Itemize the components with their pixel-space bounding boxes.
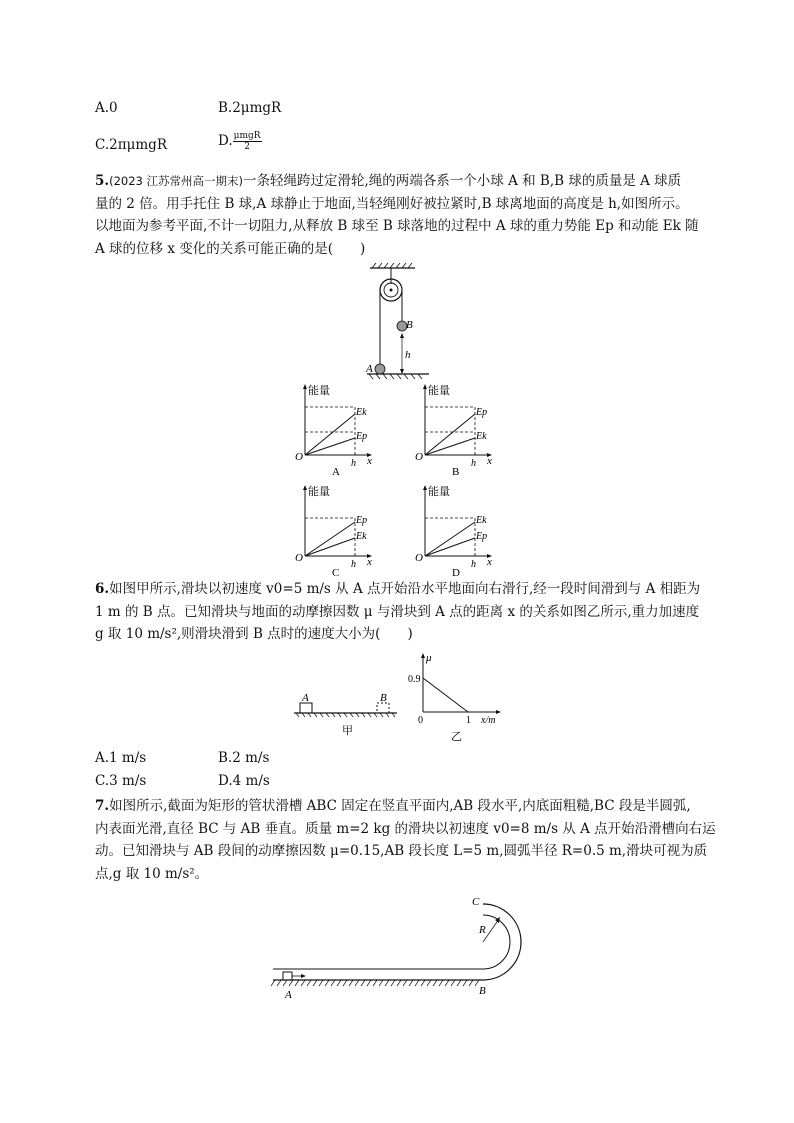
q4-option-d [218,130,262,152]
q6-yi-x-label: x/m [481,715,496,726]
q5-graph-c [295,483,375,579]
q6-option-c: C.3 m/s [95,773,147,789]
q5-graph-a-x: x [367,455,372,467]
q6-number: 6. [95,581,110,597]
q6-option-d: D.4 m/s [218,773,270,789]
q6-yi-origin: 0 [418,715,423,726]
q6-option-b: B.2 m/s [218,750,270,766]
q6-line-3: g 取 10 m/s²,则滑块滑到 B 点时的速度大小为( ) [95,626,413,642]
q5-graph-c-caption: C [332,567,340,579]
q6-yi-y-tick: 0.9 [408,674,421,685]
q5-graph-b-h: h [471,458,476,469]
q5-graph-a-caption: A [332,466,340,478]
q6-figure-jia [292,690,402,738]
q5-graph-d-origin: O [415,552,423,564]
q4-option-b: B.2μmgR [218,100,282,116]
q5-graph-a [295,382,375,478]
q5-graph-d [415,483,495,579]
q5-graph-a-lower-label: Ep [356,431,368,442]
q5-stem [95,170,705,260]
q5-line-4: A 球的位移 x 变化的关系可能正确的是( ) [95,240,366,257]
q5-graph-c-x: x [367,556,372,568]
q6-line-2: 1 m 的 B 点。已知滑块与地面的动摩擦因数 μ 与滑块到 A 点的距离 x 的关系如图乙所示,重力加速度 [95,603,700,620]
q5-graph-a-upper-label: Ek [356,407,367,418]
q5-graph-d-h: h [471,559,476,570]
q5-graph-c-upper-label: Ep [356,515,368,526]
q5-graph-d-upper-label: Ek [476,515,487,526]
q5-graph-d-x: x [487,556,492,568]
q5-label-h: h [405,349,411,361]
q5-graph-b-upper-label: Ep [476,407,488,418]
q5-graph-a-energy-label: 能量 [308,385,330,397]
q6-jia-caption: 甲 [342,725,353,737]
q4-option-a: A.0 [95,100,118,116]
q5-graph-c-energy-label: 能量 [308,486,330,498]
q5-graph-b-origin: O [415,451,423,463]
q5-graph-c-h: h [351,559,356,570]
q5-number: 5. [95,173,110,189]
q6-yi-x-tick: 1 [466,715,471,726]
q7-number: 7. [95,798,110,814]
q6-figure-yi [408,650,508,742]
q6-line-1: 如图甲所示,滑块以初速度 v0=5 m/s 从 A 点开始沿水平地面向右滑行,经一段时间滑到与 A 相距为 [109,581,701,597]
q7-line-2: 内表面光滑,直径 BC 与 AB 垂直。质量 m=2 kg 的滑块以初速度 v0=8 m/s 从 A 点开始沿滑槽向右运 [95,820,716,837]
q4-option-d-fraction [233,131,262,152]
q7-label-b: B [479,985,486,997]
q4-option-d-numerator: μmgR [233,131,261,141]
q4-option-c: C.2πμmgR [95,137,167,153]
q5-pulley-figure [355,262,445,382]
q6-yi-caption: 乙 [451,731,462,742]
q5-graph-c-origin: O [295,552,303,564]
q5-graph-d-energy-label: 能量 [428,486,450,498]
q6-stem [95,578,705,646]
q5-graph-b [415,382,495,478]
q7-slider-block [283,972,292,980]
q6-jia-label-a: A [302,692,309,704]
q7-line-4: 点,g 取 10 m/s²。 [95,865,209,882]
q7-label-a: A [285,989,292,1001]
q6-option-a: A.1 m/s [95,750,147,766]
q5-graph-a-h: h [351,458,356,469]
q5-line-3: 以地面为参考平面,不计一切阻力,从释放 B 球至 B 球落地的过程中 A 球的重力势能 Ep 和动能 Ek 随 [95,218,699,234]
q5-graph-b-caption: B [452,466,460,478]
q7-line-3: 动。已知滑块与 AB 段间的动摩擦因数 μ=0.15,AB 段长度 L=5 m,圆弧半径 R=0.5 m,滑块可视为质 [95,843,708,859]
q7-track-figure [265,892,530,1002]
q4-option-d-denominator: 2 [244,142,250,152]
q5-graph-d-caption: D [452,567,460,579]
q5-ball-a [375,364,385,374]
q6-jia-label-b: B [380,692,387,704]
q5-label-b: B [406,319,413,331]
q7-stem [95,795,716,885]
q5-graph-b-x: x [487,455,492,467]
q5-source: (2023 江苏常州高一期末) [109,174,243,188]
q7-label-r: R [479,924,486,936]
q4-option-d-prefix: D. [218,133,233,149]
q6-yi-mu-label: μ [426,652,432,664]
q5-line-1: 一条轻绳跨过定滑轮,绳的两端各系一个小球 A 和 B,B 球的质量是 A 球质 [243,173,682,189]
q5-line-2: 量的 2 倍。用手托住 B 球,A 球静止于地面,当轻绳刚好被拉紧时,B 球离地面的高度是 h,如图所示。 [95,195,689,212]
q5-graph-a-origin: O [295,451,303,463]
q5-graph-b-energy-label: 能量 [428,385,450,397]
q5-graph-b-lower-label: Ek [476,431,487,442]
q7-label-c: C [472,896,480,908]
q5-graph-c-lower-label: Ek [356,531,367,542]
q5-graph-d-lower-label: Ep [476,531,488,542]
q7-line-1: 如图所示,截面为矩形的管状滑槽 ABC 固定在竖直平面内,AB 段水平,内底面粗糙,BC 段是半圆弧, [109,798,691,814]
q5-label-a: A [366,363,373,375]
